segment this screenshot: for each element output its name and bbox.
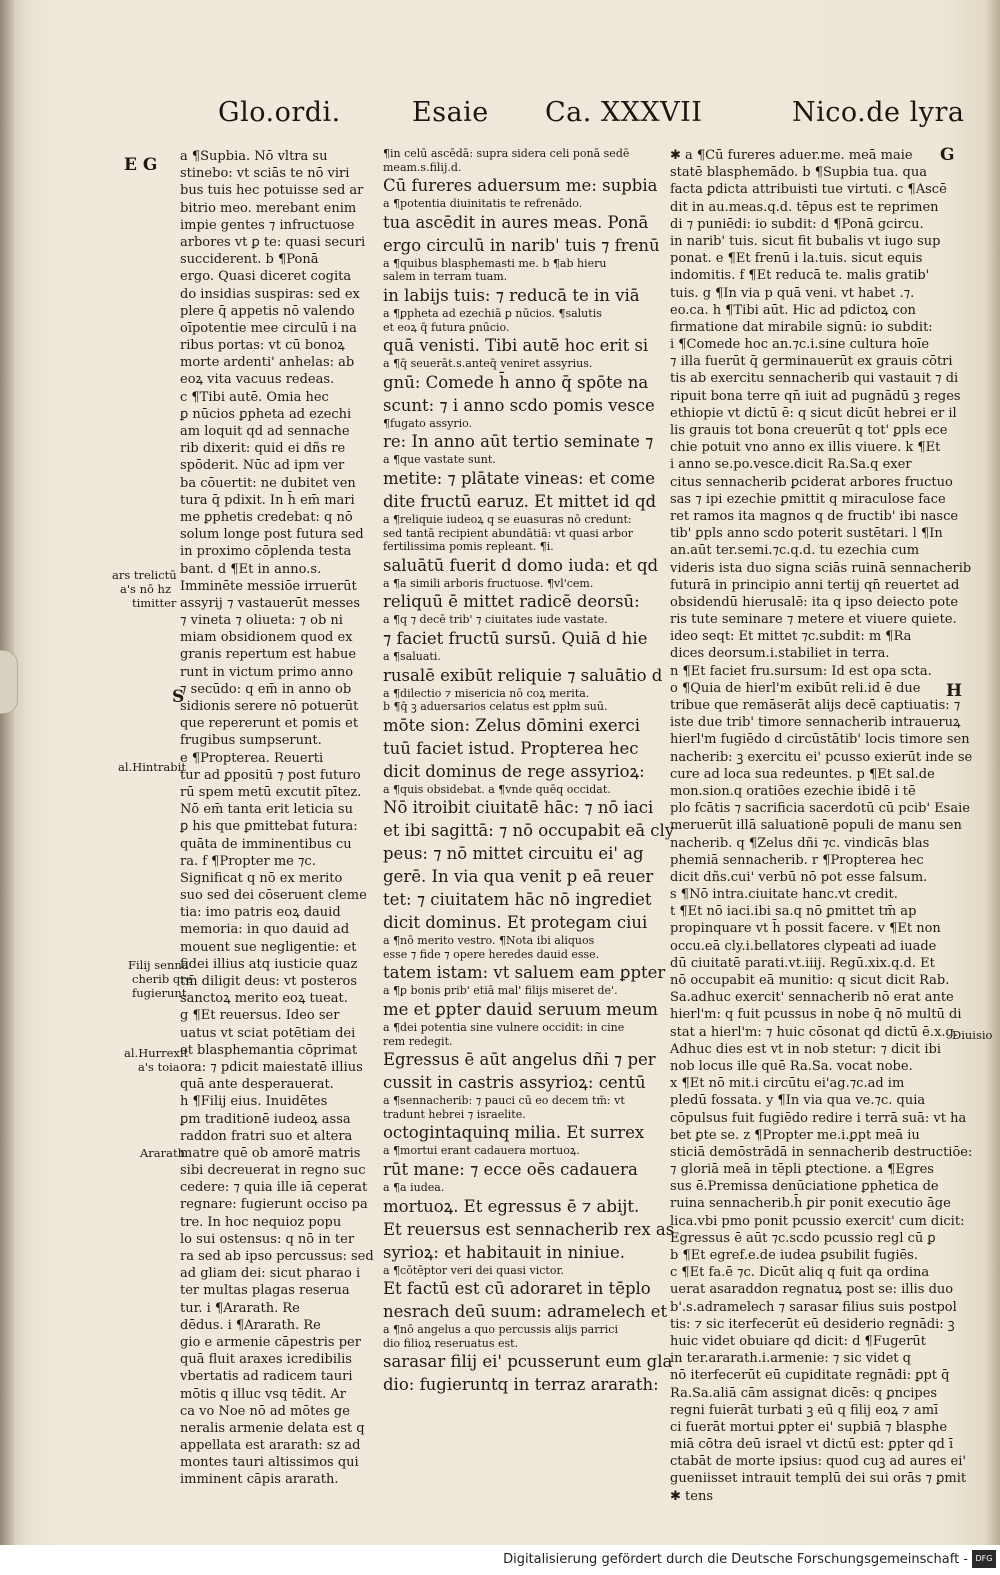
text-line: ad gliam dei: sicut pharao i (180, 1266, 361, 1282)
text-line: an.aūt ter.semi.⁊c.q.d. tu ezechia cum (670, 543, 920, 559)
text-line: tuū faciet istud. Propterea hec (383, 738, 639, 758)
margin-letters: E G (124, 155, 158, 175)
margin-note: cherib qre (132, 972, 193, 986)
text-line: a ¶q̄ seuerāt.s.anteq̄ veniret assyrius. (383, 357, 593, 371)
margin-note: Filij senna (128, 958, 189, 972)
text-line: h ¶Filij eius. Inuidētes (180, 1094, 328, 1110)
text-line: dio filioꝝ reseruatus est. (383, 1336, 519, 1350)
text-line: ideo seqt: Et mittet ⁊c.subdit: m ¶Ra (670, 629, 912, 645)
text-line: n ¶Et faciet fru.sursum: Id est opa scta. (670, 663, 932, 679)
text-line: sidionis serere nō potuerūt (180, 699, 359, 714)
text-line: cedere: ⁊ quia ille iā ceperat (180, 1180, 368, 1196)
text-line: Nō em̄ tanta erit leticia su (180, 802, 353, 818)
text-line: videris ista duo signa sciās ruinā sennacherib (670, 560, 972, 576)
glossa-ordinaria-column (180, 148, 380, 1489)
text-line: bus tuis hec potuisse sed ar (180, 183, 364, 199)
text-line: ⁊ secūdo: q em̄ in anno ob (180, 681, 352, 697)
text-line: g ¶Et reuersus. Ideo ser (180, 1008, 340, 1024)
text-line: eoꝝ vita vacuus redeas. (180, 372, 335, 388)
margin-note: Diuisio (952, 1028, 993, 1042)
text-line: ethiopie vt dictū ē: q sicut dicūt hebrei er il (670, 405, 957, 421)
text-line: sibi decreuerat in regno suc (180, 1163, 366, 1179)
scripture-text-column (383, 147, 675, 1396)
text-line: lo sui ostensus: q nō in ter (180, 1231, 355, 1247)
text-line: que repererunt et pomis et (180, 716, 359, 732)
text-line: cure ad loca sua redeuntes. p ¶Et sal.de (670, 766, 935, 782)
page-tab-notch (0, 650, 18, 714)
footer-bar (0, 1545, 1000, 1575)
text-line: quā venisti. Tibi autē hoc erit si (383, 336, 649, 356)
text-line: fidei illius atq iusticie quaz (180, 956, 358, 972)
text-line: a ¶dei potentia sine vulnere occidit: in cine (383, 1021, 625, 1035)
text-line: di ⁊ puniēdi: io subdit: d ¶Ponā gcircu. (670, 216, 924, 232)
text-line: pledū fossata. y ¶In via qua ve.⁊c. quia (670, 1093, 926, 1109)
text-line: saluātū fuerit d domo iuda: et qd (383, 555, 659, 575)
text-line: scunt: ⁊ i anno scdo pomis vesce (383, 395, 655, 415)
text-line: ⁊ faciet fructū sursū. Quiā d hie (383, 628, 648, 648)
margin-note: a's nō hz (120, 582, 172, 596)
text-line: uerat asaraddon regnatuꝝ post se: illis duo (670, 1282, 954, 1298)
text-line: stinebo: vt sciās te nō viri (180, 166, 350, 182)
text-line: ꝑm traditionē iudeoꝝ assa (180, 1111, 351, 1127)
text-line: ⁊ illa fuerūt q̄ germinauerūt ex grauis cōtri (670, 354, 953, 370)
text-line: reliquū ē mittet radicē deorsū: (383, 592, 640, 612)
text-line: facta ꝑdicta attribuisti tue virtuti. c ¶Ascē (670, 182, 947, 198)
text-line: mōtis q illuc vsq tēdit. Ar (180, 1386, 347, 1402)
text-line: peus: ⁊ nō mittet circuitu ei' ag (383, 844, 644, 864)
text-line: mōte sion: Zelus dōmini exerci (383, 715, 640, 735)
text-line: a ¶nō merito vestro. ¶Nota ibi aliquos (383, 934, 595, 948)
text-line: lis grauis tot bona creuerūt q tot' ꝑpls ece (670, 423, 948, 438)
text-line: a ¶ꝑ bonis ꝑrib' etiā mal' filijs miseret de'. (383, 984, 618, 998)
text-line: cussit in castris assyrioꝝ: centū (383, 1073, 646, 1093)
margin-note: ars trelictū (112, 568, 177, 582)
text-line: a ¶quibus blasphemasti me. b ¶ab hieru (383, 256, 607, 270)
text-line: ponat. e ¶Et frenū i la.tuis. sicut equis (670, 251, 923, 267)
text-line: quāta de imminentibus cu (180, 836, 352, 852)
text-line: phemiā sennacherib. r ¶Propterea hec (670, 852, 924, 868)
text-line: meam.s.filij.d. (383, 160, 462, 174)
text-line: in ter.ararath.i.armenie: ⁊ sic videt q (670, 1351, 911, 1367)
text-line: tradunt hebrei ⁊ israelite. (383, 1107, 526, 1121)
text-line: a ¶sennacherib: ⁊ pauci cū eo decem tm̄: vt (383, 1094, 625, 1108)
text-line: s ¶Nō intra.ciuitate hanc.vt credit. (670, 887, 898, 903)
text-line: matre quē ob amorē matris (180, 1145, 361, 1161)
text-line: mortuoꝝ. Et egressus ē ⁊ abijt. (383, 1196, 640, 1216)
text-line: ris tute seminare ⁊ metere et viuere quiete. (670, 612, 957, 628)
text-line: ribus portas: vt cū bonoꝝ (180, 338, 345, 354)
text-line: a ¶q ⁊ decē trib' ⁊ ciuitates iude vastate. (383, 613, 608, 627)
text-line: spōderit. Nūc ad ipm ver (180, 458, 345, 474)
text-line: in narib' tuis. sicut fit bubalis vt iugo sup (670, 233, 941, 249)
text-line: dēdus. i ¶Ararath. Re (180, 1317, 321, 1333)
text-line: mouent sue negligentie: et (180, 939, 357, 955)
text-line: sus ē.Premissa denūciatione ꝑphetica de (670, 1179, 939, 1195)
text-line: syrioꝝ: et habitauit in niniue. (383, 1242, 626, 1262)
text-line: nacherib. q ¶Zelus dñi ⁊c. vindicās blas (670, 835, 930, 851)
text-line: a ¶que vastate sunt. (383, 453, 496, 467)
text-line: succiderent. b ¶Ponā (180, 252, 319, 268)
text-line: a ¶dilectio ⁊ misericia nō coꝝ merita. (383, 686, 590, 700)
text-line: gerē. In via qua venit p eā reuer (383, 867, 654, 887)
text-line: ✱ a ¶Cū fureres aduer.me. meā maie (670, 148, 913, 163)
text-line: tre. In hoc nequioz popu (180, 1214, 342, 1230)
text-line: a ¶saluati. (383, 649, 441, 663)
text-line: frugibus sumpserunt. (180, 733, 322, 749)
text-line: ret ramos ita magnos q de fructib' ibi nasce (670, 508, 959, 524)
text-line: b ¶Et egref.e.de iudea ꝑsubilit fugiēs. (670, 1248, 918, 1263)
text-line: a ¶cōtēptor veri dei quasi victor. (383, 1263, 564, 1277)
text-line: hierl'm: q fuit pcussus in nobe q̄ nō multū di (670, 1007, 962, 1023)
text-line: tura q̄ pdixit. In h̄ em̄ mari (180, 492, 355, 508)
header-glossa: Glo.ordi. (218, 97, 341, 128)
text-line: citus sennacherib ꝑciderat arbores fructuo (670, 474, 953, 490)
text-line: Egressus ē aūt ⁊c.scdo pcussio regl cū ꝑ (670, 1230, 936, 1246)
text-line: t ¶Et nō iaci.ibi sa.q nō ꝑmittet tm̄ ap (670, 904, 917, 920)
text-line: a ¶Supbia. Nō vltra su (180, 149, 328, 164)
text-line: a ¶a iudea. (383, 1181, 445, 1195)
text-line: iste due trib' timore sennacherib intraueruꝝ (670, 715, 961, 731)
text-line: ⁊ vineta ⁊ oliueta: ⁊ ob ni (180, 613, 343, 629)
text-line: quā ante desperauerat. (180, 1077, 334, 1093)
text-line: regnare: fugierunt occiso pa (180, 1197, 368, 1213)
text-line: imminent cāpis ararath. (180, 1472, 339, 1488)
text-line: regni fuierāt turbati ꝫ eū q filij eoꝝ ⁊ amī (670, 1402, 939, 1418)
text-line: chie potuit vno anno ex illis viuere. k ¶Et (670, 440, 941, 456)
text-line: Imminēte messiōe irruerūt (180, 578, 357, 594)
text-line: et ibi sagittā: ⁊ nō occupabit eā cly (383, 821, 675, 841)
text-line: tis ab exercitu sennacherib qui vastauit ⁊ di (670, 371, 959, 387)
header-book: Esaie (412, 97, 489, 128)
text-line: futurā in principio anni tertij qn̄ reuertet ad (670, 577, 960, 593)
text-line: ꝑ his que ꝑmittebat futura: (180, 819, 358, 835)
text-line: ora: ⁊ pdicit maiestatē illius (180, 1059, 363, 1075)
margin-note: al.Hintrabit (118, 760, 186, 774)
text-line: o ¶Quia de hierl'm exibūt reli.id ē due (670, 680, 921, 696)
text-line: sas ⁊ ipi ezechie ꝑmittit q miraculose face (670, 491, 946, 507)
text-line: cōpulsus fuit fugiēdo redire i terrā suā: vt ha (670, 1110, 967, 1126)
running-header (0, 97, 1000, 141)
text-line: sanctoꝝ merito eoꝝ tueat. (180, 991, 348, 1007)
text-line: Ra.Sa.aliā cām assignat dicēs: q ꝑncipes (670, 1385, 938, 1401)
text-line: montes tauri altissimos qui (180, 1455, 359, 1471)
text-line: memoria: in quo dauid ad (180, 922, 350, 938)
text-line: nō occupabit eā munitio: q sicut dicit Rab. (670, 973, 950, 988)
margin-note: a's toia (138, 1060, 180, 1074)
margin-letter: S (172, 687, 185, 707)
text-line: Significat q nō ex merito (180, 870, 343, 886)
text-line: ca vo Noe nō ad mōtes ge (180, 1403, 350, 1419)
text-line: am loquit qd ad sennache (180, 424, 350, 439)
text-line: Egressus ē aūt angelus dñi ⁊ per (383, 1050, 656, 1070)
text-line: tatem istam: vt saluem eam ꝑpter (383, 963, 666, 983)
text-line: indomitis. f ¶Et reducā te. malis gratib' (670, 268, 930, 284)
text-line: tib' ꝑpls anno scdo poterit sustētari. l ¶In (670, 526, 943, 542)
text-line: vbertatis ad radicem tauri (180, 1369, 353, 1385)
text-line: nō iterfecerūt eū cupiditate regnādi: ꝑpt q̄ (670, 1368, 950, 1384)
text-line: statē blasphemādo. b ¶Supbia tua. qua (670, 165, 927, 181)
text-line: morte ardenti' anhelas: ab (180, 355, 355, 371)
text-line: lica.vbi pmo ponit pcussio exercit' cum dicit: (670, 1213, 965, 1229)
text-line: et blasphemantia cōprimat (180, 1042, 358, 1058)
text-line: impie gentes ⁊ infructuose (180, 217, 355, 233)
text-line: ꝑ nūcios ꝑpheta ad ezechi (180, 406, 352, 422)
text-line: firmatione dat mirabile signū: io subdit: (670, 319, 933, 335)
text-line: rūt mane: ⁊ ecce oēs cadauera (383, 1160, 638, 1180)
text-line: ruina sennacherib.h̄ ꝑir ponit executio āge (670, 1196, 951, 1212)
text-line: c ¶Tibi autē. Omia hec (180, 389, 329, 405)
text-line: dū ciuitatē parati.vt.iiij. Regū.xix.q.d. Et (670, 955, 935, 971)
text-line: Cū fureres aduersum me: supbia (383, 176, 658, 196)
margin-note: timitter (132, 596, 177, 610)
text-line: granis repertum est habue (180, 647, 357, 663)
text-line: rū spem metū excutit pītez. (180, 784, 362, 800)
text-line: tm̄ diligit deus: vt posteros (180, 974, 358, 989)
text-line: stat a hierl'm: ⁊ huic cōsonat qd dictū ē.x.g. (670, 1024, 958, 1040)
text-line: i anno se.po.vesce.dicit Ra.Sa.q exer (670, 457, 912, 473)
text-line: uatus vt sciat potētiam dei (180, 1025, 356, 1041)
text-line: dite fructū earuz. Et mittet id qd (383, 491, 657, 511)
dfg-logo: DFG (972, 1550, 996, 1568)
text-line: gio e armenie cāpestris per (180, 1334, 361, 1350)
text-line: gueniisset intrauit templū dei sui orās ⁊ ꝑmit (670, 1471, 967, 1487)
text-line: occu.eā cly.i.bellatores clypeati ad iuade (670, 938, 937, 954)
text-line: a ¶quis obsidebat. a ¶vnde quēq occidat. (383, 782, 611, 796)
text-line: a ¶a simili arboris fructuose. ¶vl'cem. (383, 576, 594, 590)
text-line: gnū: Comede h̄ anno q̄ spōte na (383, 372, 649, 392)
text-line: plere q̄ appetis nō valendo (180, 303, 355, 319)
text-line: re: In anno aūt tertio seminate ⁊ (383, 432, 654, 452)
text-line: in proximo cōplenda testa (180, 544, 352, 560)
text-line: rib dixerit: quid ei dñs re (180, 441, 346, 457)
text-line: huic videt obuiare qd dicit: d ¶Fugerūt (670, 1333, 927, 1349)
text-line: meruerūt illā saluationē populi de manu sen (670, 818, 962, 834)
text-line: e ¶Propterea. Reuerti (180, 750, 324, 766)
text-line: in labijs tuis: ⁊ reducā te in viā (383, 285, 640, 305)
text-line: arbores vt ꝑ te: quasi securi (180, 234, 366, 250)
text-line: tur ad ꝑpositū ⁊ post futuro (180, 767, 361, 783)
text-line: tuis. g ¶In via p quā veni. vt habet .⁊. (670, 285, 915, 301)
text-line: i ¶Comede hoc an.⁊c.i.sine cultura hoīe (670, 337, 930, 353)
text-line: dit in au.meas.q.d. tēpus est te reprimen (670, 199, 939, 215)
margin-letter: G (940, 145, 955, 165)
text-line: Nō itroibit ciuitatē hāc: ⁊ nō iaci (383, 798, 654, 818)
text-line: dio: fugieruntq in terraz ararath: (383, 1375, 659, 1395)
text-line: ¶in celū ascēdā: supra sidera celi ponā sedē (383, 147, 630, 160)
text-line: ⁊ gloriā meā in tēpli ꝑtectione. a ¶Egres (670, 1162, 934, 1178)
text-line: dicit dominus. Et protegam ciui (383, 913, 648, 933)
text-line: et eoꝝ q̄ futura ꝑnūcio. (383, 320, 510, 334)
text-line: hierl'm fugiēdo d circūstātib' locis timore sen (670, 732, 970, 748)
text-line: a ¶mortui erant cadauera mortuoꝝ. (383, 1144, 580, 1158)
text-line: tur. i ¶Ararath. Re (180, 1300, 300, 1316)
text-line: propinquare vt h̄ possit facere. v ¶Et non (670, 921, 941, 937)
text-line: suo sed dei cōseruent cleme (180, 888, 367, 904)
text-line: neralis armenie delata est q (180, 1420, 365, 1436)
text-line: Et factū est cū adoraret in tēplo (383, 1279, 651, 1299)
text-line: tribue que remāserāt alijs decē captiuatis: ⁊ (670, 698, 961, 713)
header-author: Nico.de lyra (792, 97, 965, 128)
text-line: runt in victum primo anno (180, 664, 354, 680)
text-line: dicit dñs.cui' verbū nō pot esse falsum. (670, 869, 928, 885)
text-line: tet: ⁊ ciuitatem hāc nō ingrediet (383, 890, 652, 910)
margin-note: al.Hurrexit (124, 1046, 189, 1060)
text-line: ergo circulū in narib' tuis ⁊ frenū (383, 235, 660, 255)
text-line: ✱ tens (670, 1488, 713, 1504)
text-line: solum longe post futura sed (180, 527, 364, 543)
text-line: salem in terram tuam. (383, 270, 508, 284)
text-line: quā fluit araxes icredibilis (180, 1352, 352, 1368)
text-line: octogintaquinq milia. Et surrex (383, 1123, 645, 1143)
text-line: eo.ca. h ¶Tibi aūt. Hic ad pdictoꝝ con (670, 302, 916, 318)
text-line: ergo. Quasi diceret cogita (180, 269, 352, 285)
page-edge (0, 0, 14, 1545)
text-line: a ¶reliquie iudeoꝝ q se euasuras nō credunt: (383, 512, 632, 526)
text-line: sarasar filij ei' pcusserunt eum gla (383, 1352, 673, 1372)
text-line: ra sed ab ipso percussus: sed (180, 1249, 374, 1264)
text-line: rusalē exibūt reliquie ⁊ saluātio d (383, 665, 663, 685)
text-line: bet ꝑte se. z ¶Propter me.i.ꝑpt meā iu (670, 1127, 920, 1143)
text-line: Sa.adhuc exercit' sennacherib nō erat ante (670, 990, 954, 1006)
text-line: sticiā demōstrādā in sennacherib destructiōe: (670, 1144, 973, 1160)
text-line: dicit dominus de rege assyrioꝝ: (383, 761, 645, 781)
text-line: b ¶q̄ ꝫ aduersarios celatus est ꝑpłm suū. (383, 700, 608, 714)
text-line: ci fuerāt mortui ꝑpter ei' supbiā ⁊ blasphe (670, 1419, 948, 1435)
footer-credit: Digitalisierung gefördert durch die Deutsche Forschungsgemeinschaft - (503, 1552, 968, 1567)
margin-note: Ararath (140, 1146, 186, 1160)
text-line: a ¶ꝑpheta ad ezechiā ꝑ nūcios. ¶salutis (383, 306, 602, 320)
margin-note: fugierunt (132, 986, 187, 1000)
header-chapter: Ca. XXXVII (545, 97, 703, 128)
text-line: ripuit bona terre qn̄ iuit ad pugnādū ꝫ reges (670, 388, 961, 404)
text-line: ba cōuertit: ne dubitet ven (180, 475, 356, 491)
text-line: fertilissima pomis repleant. ¶i. (383, 540, 554, 554)
text-line: metite: ⁊ plātate vineas: et come (383, 468, 656, 488)
text-line: bant. d ¶Et in anno.s. (180, 561, 322, 577)
text-line: plo fcātis ⁊ sacrificia sacerdotū cū pcib' Esaie (670, 801, 970, 817)
text-line: rem redegit. (383, 1034, 453, 1048)
text-line: Adhuc dies est vt in nob stetur: ⁊ dicit ibi (670, 1041, 942, 1057)
text-line: nob locus ille quē Ra.Sa. vocat nobe. (670, 1058, 913, 1074)
text-line: tis: ⁊ sic iterfecerūt eū desiderio regnādi: ꝫ (670, 1316, 955, 1332)
text-line: ¶fugato assyrio. (383, 416, 473, 430)
margin-letter: H (946, 681, 963, 701)
text-line: oīpotentie mee circulū i na (180, 320, 357, 336)
text-line: appellata est ararath: sz ad (180, 1438, 361, 1454)
text-line: nesrach deū suum: adramelech et (383, 1302, 668, 1322)
text-line: ra. f ¶Propter me ⁊c. (180, 853, 316, 869)
text-line: dices deorsum.i.stabiliet in terra. (670, 646, 890, 662)
text-line: tia: imo patris eoꝝ dauid (180, 905, 341, 921)
text-line: ter multas plagas reserua (180, 1283, 350, 1299)
text-line: me ꝑphetis credebat: q nō (180, 509, 353, 525)
text-line: miā cōtra deū israel vt dictū est: ꝑpter qd ī (670, 1437, 954, 1453)
text-line: x ¶Et nō mit.i circūtu ei'ag.⁊c.ad im (670, 1076, 905, 1092)
text-line: me et ꝑpter dauid seruum meum (383, 1000, 658, 1020)
text-line: ctabāt de morte ipsius: quod cuꝫ ad aures ei' (670, 1454, 966, 1470)
text-line: esse ⁊ fide ⁊ opere heredes dauid esse. (383, 947, 600, 961)
text-line: Et reuersus est sennacherib rex as (383, 1219, 675, 1239)
text-line: a ¶nō angelus a quo percussis alijs parrici (383, 1323, 618, 1337)
text-line: raddon fratri suo et altera (180, 1128, 353, 1144)
text-line: nacherib: ꝫ exercitu ei' pcusso exierūt inde se (670, 749, 973, 765)
text-line: a ¶potentia diuinitatis te refrenādo. (383, 197, 583, 211)
text-line: b'.s.adramelech ⁊ sarasar filius suis postpol (670, 1299, 957, 1315)
text-line: bitrio meo. merebant enim (180, 200, 357, 216)
text-line: do insidias suspiras: sed ex (180, 286, 360, 302)
text-line: sed tantā recipient abundātiā: vt quasi arbor (383, 526, 634, 540)
text-line: c ¶Et fa.ē ⁊c. Dicūt aliq q fuit qa ordina (670, 1265, 930, 1281)
text-line: mon.sion.q oratiōes ezechie ibidē i tē (670, 783, 916, 799)
text-line: miam obsidionem quod ex (180, 630, 353, 646)
text-line: assyrij ⁊ vastauerūt messes (180, 595, 361, 611)
text-line: obsidendū hierusalē: ita q ipso deiecto pote (670, 594, 959, 610)
text-line: tua ascēdit in aures meas. Ponā (383, 212, 649, 232)
